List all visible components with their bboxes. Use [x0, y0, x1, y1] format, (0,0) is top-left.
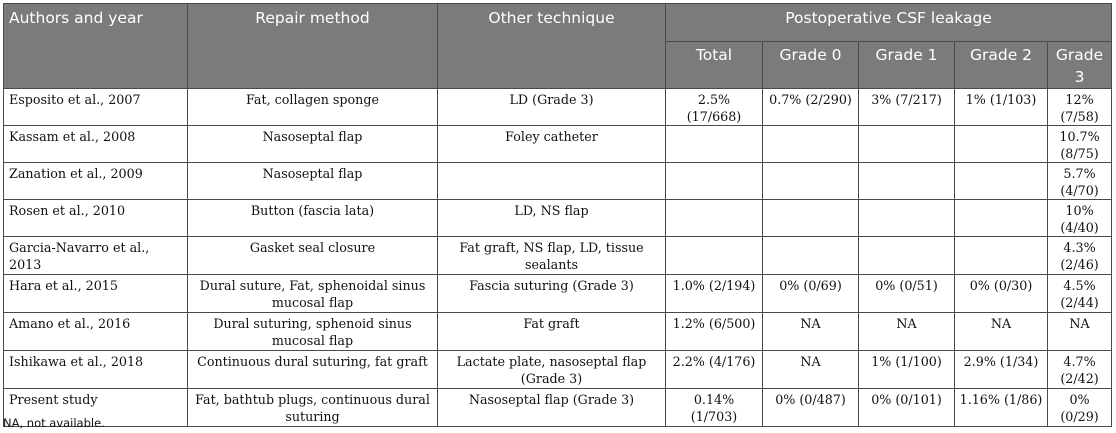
header-grade-3: Grade 3: [1048, 42, 1112, 89]
csf-leakage-table: [3, 3, 1112, 427]
cell-total: 0.14% (1/703): [666, 389, 763, 427]
table-row: [4, 389, 1112, 427]
cell-authors: Amano et al., 2016: [4, 313, 188, 351]
table-row: [4, 89, 1112, 126]
cell-grade-0: 0% (0/487): [763, 389, 859, 427]
cell-other-technique: Nasoseptal flap (Grade 3): [438, 389, 666, 427]
cell-total: [666, 237, 763, 275]
cell-grade-2: NA: [955, 313, 1048, 351]
cell-grade-2: 1% (1/103): [955, 89, 1048, 126]
cell-grade-2: [955, 237, 1048, 275]
table-row: [4, 351, 1112, 389]
cell-other-technique: LD (Grade 3): [438, 89, 666, 126]
table-row: [4, 275, 1112, 313]
cell-grade-0: 0.7% (2/290): [763, 89, 859, 126]
table-row: [4, 237, 1112, 275]
cell-repair-method: Nasoseptal flap: [188, 126, 438, 163]
cell-repair-method: Gasket seal closure: [188, 237, 438, 275]
cell-repair-method: Dural suture, Fat, sphenoidal sinus mucosal flap: [188, 275, 438, 313]
table-container: [3, 3, 1111, 427]
cell-grade-3: NA: [1048, 313, 1112, 351]
cell-other-technique: Fascia suturing (Grade 3): [438, 275, 666, 313]
cell-grade-0: NA: [763, 351, 859, 389]
cell-other-technique: Foley catheter: [438, 126, 666, 163]
cell-total: [666, 163, 763, 200]
header-authors: Authors and year: [4, 4, 188, 89]
cell-repair-method: Button (fascia lata): [188, 200, 438, 237]
cell-grade-2: [955, 200, 1048, 237]
cell-authors: Garcia-Navarro et al., 2013: [4, 237, 188, 275]
cell-grade-0: [763, 237, 859, 275]
cell-grade-1: [859, 200, 955, 237]
header-grade-0: Grade 0: [763, 42, 859, 89]
cell-other-technique: Lactate plate, nasoseptal flap (Grade 3): [438, 351, 666, 389]
cell-other-technique: [438, 163, 666, 200]
cell-grade-2: [955, 163, 1048, 200]
cell-grade-2: 0% (0/30): [955, 275, 1048, 313]
table-row: [4, 200, 1112, 237]
cell-grade-1: 0% (0/101): [859, 389, 955, 427]
cell-repair-method: Fat, bathtub plugs, continuous dural suturing: [188, 389, 438, 427]
cell-grade-1: 0% (0/51): [859, 275, 955, 313]
cell-grade-1: [859, 126, 955, 163]
cell-total: 1.2% (6/500): [666, 313, 763, 351]
cell-grade-0: [763, 126, 859, 163]
cell-authors: Rosen et al., 2010: [4, 200, 188, 237]
header-other-technique: Other technique: [438, 4, 666, 89]
cell-repair-method: Dural suturing, sphenoid sinus mucosal flap: [188, 313, 438, 351]
cell-total: [666, 126, 763, 163]
cell-grade-3: 10.7% (8/75): [1048, 126, 1112, 163]
cell-grade-3: 4.5% (2/44): [1048, 275, 1112, 313]
cell-authors: Hara et al., 2015: [4, 275, 188, 313]
table-row: [4, 126, 1112, 163]
cell-grade-0: [763, 163, 859, 200]
cell-grade-1: [859, 237, 955, 275]
cell-total: 2.2% (4/176): [666, 351, 763, 389]
cell-repair-method: Continuous dural suturing, fat graft: [188, 351, 438, 389]
cell-authors: Ishikawa et al., 2018: [4, 351, 188, 389]
cell-grade-2: 1.16% (1/86): [955, 389, 1048, 427]
cell-other-technique: Fat graft: [438, 313, 666, 351]
cell-grade-1: 3% (7/217): [859, 89, 955, 126]
header-total: Total: [666, 42, 763, 89]
cell-grade-3: 10% (4/40): [1048, 200, 1112, 237]
cell-repair-method: Fat, collagen sponge: [188, 89, 438, 126]
cell-grade-3: 4.7% (2/42): [1048, 351, 1112, 389]
cell-authors: Present study: [4, 389, 188, 427]
header-repair-method: Repair method: [188, 4, 438, 89]
cell-authors: Kassam et al., 2008: [4, 126, 188, 163]
table-row: [4, 313, 1112, 351]
header-grade-1: Grade 1: [859, 42, 955, 89]
cell-total: 2.5% (17/668): [666, 89, 763, 126]
cell-repair-method: Nasoseptal flap: [188, 163, 438, 200]
table-row: [4, 163, 1112, 200]
cell-grade-0: [763, 200, 859, 237]
cell-grade-2: [955, 126, 1048, 163]
cell-grade-0: NA: [763, 313, 859, 351]
cell-grade-0: 0% (0/69): [763, 275, 859, 313]
cell-other-technique: Fat graft, NS flap, LD, tissue sealants: [438, 237, 666, 275]
cell-grade-3: 0% (0/29): [1048, 389, 1112, 427]
header-csf-leakage: Postoperative CSF leakage: [666, 4, 1112, 42]
cell-grade-1: 1% (1/100): [859, 351, 955, 389]
cell-grade-2: 2.9% (1/34): [955, 351, 1048, 389]
header-grade-2: Grade 2: [955, 42, 1048, 89]
cell-total: [666, 200, 763, 237]
cell-grade-1: NA: [859, 313, 955, 351]
cell-grade-3: 5.7% (4/70): [1048, 163, 1112, 200]
cell-other-technique: LD, NS flap: [438, 200, 666, 237]
cell-grade-1: [859, 163, 955, 200]
cell-authors: Zanation et al., 2009: [4, 163, 188, 200]
cell-authors: Esposito et al., 2007: [4, 89, 188, 126]
cell-grade-3: 12% (7/58): [1048, 89, 1112, 126]
footnote: NA, not available.: [3, 416, 105, 430]
cell-total: 1.0% (2/194): [666, 275, 763, 313]
table-body: [4, 89, 1112, 427]
cell-grade-3: 4.3% (2/46): [1048, 237, 1112, 275]
